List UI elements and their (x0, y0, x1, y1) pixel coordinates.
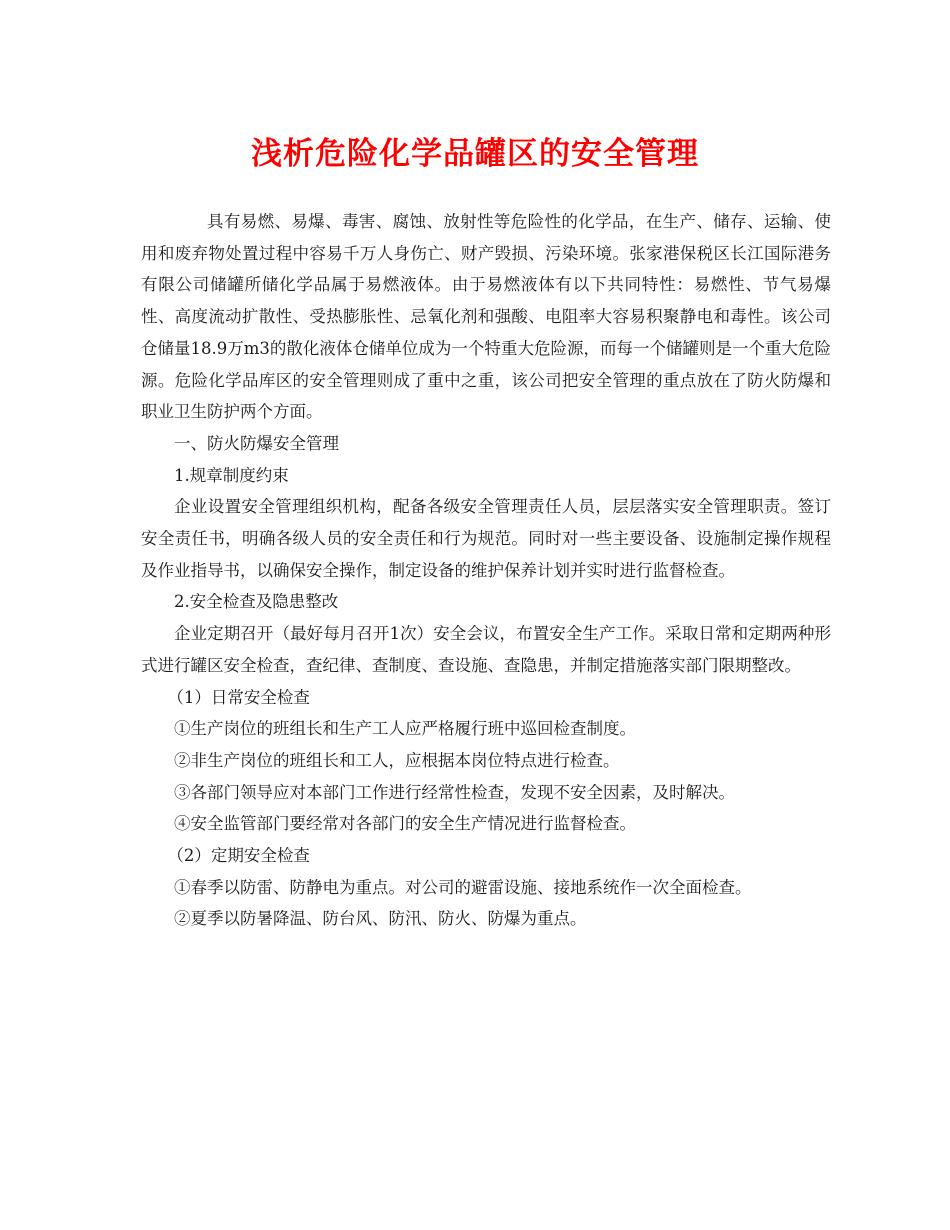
paragraph: （2）定期安全检查 (167, 846, 310, 866)
paragraph: 1.规章制度约束 (174, 465, 289, 485)
paragraph: ②非生产岗位的班组长和工人，应根据本岗位特点进行检查。 (174, 750, 620, 770)
document-title: 浅析危险化学品罐区的安全管理 (251, 136, 699, 172)
paragraph: ①春季以防雷、防静电为重点。对公司的避雷设施、接地系统作一次全面检查。 (174, 877, 752, 897)
paragraph: ②夏季以防暑降温、防台风、防汛、防火、防爆为重点。 (174, 909, 587, 929)
document-body (141, 206, 831, 935)
paragraph: 具有易燃、易爆、毒害、腐蚀、放射性等危险性的化学品，在生产、储存、运输、使用和废弃物处置过程中容易千万人身伤亡、财产毁损、污染环境。张家港保税区长江国际港务有限公司储罐所储化学品属于易燃液体。由于易燃液体有以下共同特性：易燃性、节气易爆性、高度流动扩散性、受热膨胀性、忌氧化剂和强酸、电阻率大容易积聚静电和毒性。该公司仓储量18.9万m3的散化液体仓储单位成为一个特重大危险源，而每一个储罐则是一个重大危险源。危险化学品库区的安全管理则成了重中之重，该公司把安全管理的重点放在了防火防爆和职业卫生防护两个方面。 (141, 212, 831, 422)
paragraph: ③各部门领导应对本部门工作进行经常性检查，发现不安全因素，及时解决。 (174, 782, 735, 802)
paragraph: ①生产岗位的班组长和生产工人应严格履行班中巡回检查制度。 (174, 719, 636, 739)
paragraph: （1）日常安全检查 (167, 687, 310, 707)
paragraph: 2.安全检查及隐患整改 (174, 592, 339, 612)
paragraph: 企业定期召开（最好每月召开1次）安全会议，布置安全生产工作。采取日常和定期两种形式进行罐区安全检查，查纪律、查制度、查设施、查隐患，并制定措施落实部门限期整改。 (141, 624, 831, 675)
paragraph: ④安全监管部门要经常对各部门的安全生产情况进行监督检查。 (174, 814, 636, 834)
paragraph: 企业设置安全管理组织机构，配备各级安全管理责任人员，层层落实安全管理职责。签订安全责任书，明确各级人员的安全责任和行为规范。同时对一些主要设备、设施制定操作规程及作业指导书，以确保安全操作，制定设备的维护保养计划并实时进行监督检查。 (141, 497, 831, 580)
paragraph: 一、防火防爆安全管理 (174, 433, 339, 453)
